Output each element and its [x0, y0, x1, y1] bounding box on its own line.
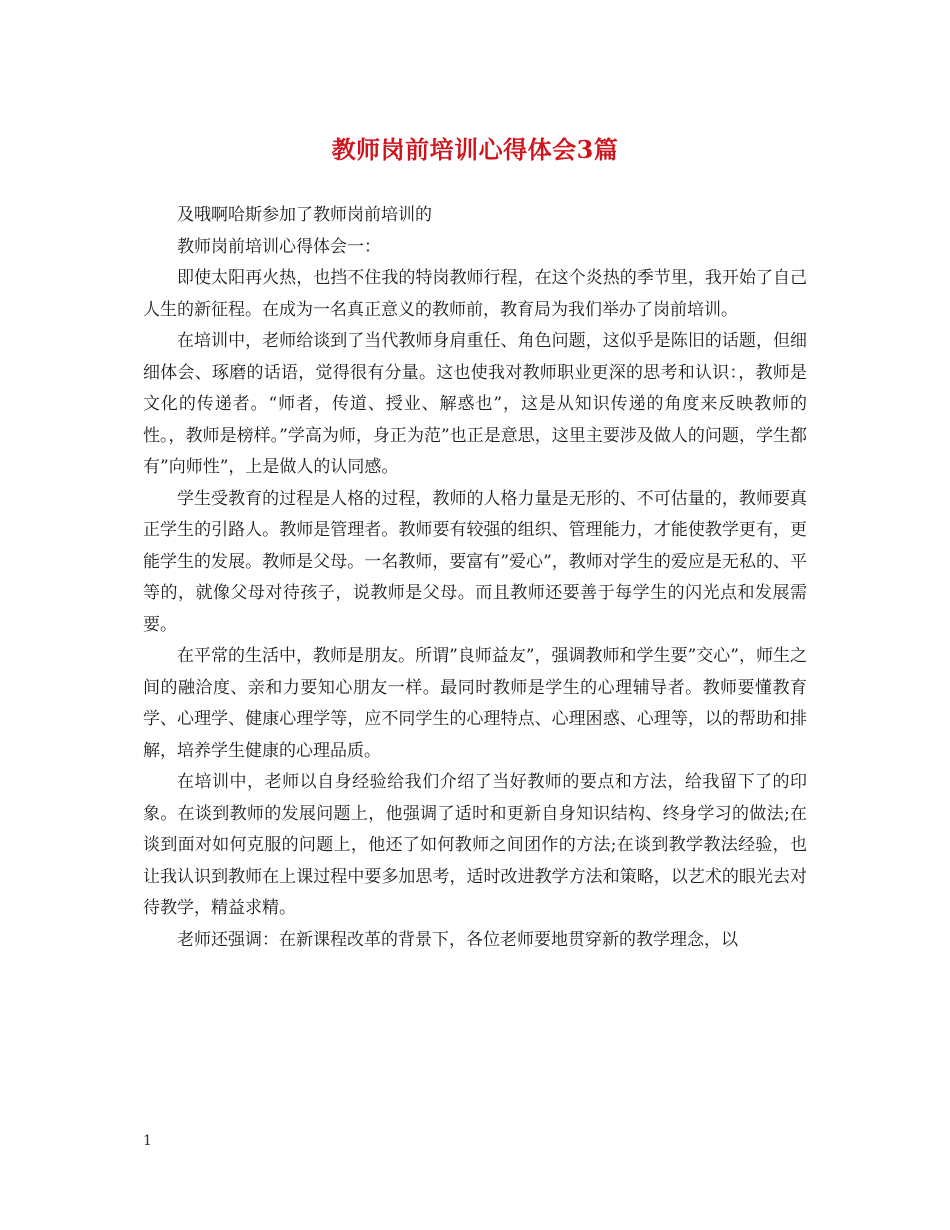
paragraph-6: 老师还强调：在新课程改革的背景下，各位老师要地贯穿新的教学理念，以 [177, 929, 738, 950]
document-body [143, 200, 807, 956]
paragraph-heading-one: 教师岗前培训心得体会一： [177, 236, 381, 257]
paragraph-1: 即使太阳再火热，也挡不住我的特岗教师行程，在这个炎热的季节里，我开始了自己人生的新征程。在成为一名真正意义的教师前，教育局为我们举办了岗前培训。 [143, 268, 807, 320]
document-title: 教师岗前培训心得体会3篇 [331, 135, 619, 164]
paragraph-5: 在培训中，老师以自身经验给我们介绍了当好教师的要点和方法，给我留下了的印象。在谈到教师的发展问题上，他强调了适时和更新自身知识结构、终身学习的做法;在谈到面对如何克服的问题上，他还了如何教师之间团作的方法;在谈到教学教法经验，也让我认识到教师在上课过程中要多加思考，适时改进教学方法和策略，以艺术的眼光去对待教学，精益求精。 [143, 772, 807, 918]
paragraph-intro: 及哦啊哈斯参加了教师岗前培训的 [177, 205, 432, 225]
paragraph-3: 学生受教育的过程是人格的过程，教师的人格力量是无形的、不可估量的，教师要真正学生的引路人。教师是管理者。教师要有较强的组织、管理能力，才能使教学更有，更能学生的发展。教师是父母。一名教师，要富有”爱心”，教师对学生的爱应是无私的、平等的，就像父母对待孩子，说教师是父母。而且教师还要善于每学生的闪光点和发展需要。 [143, 488, 807, 635]
paragraph-2: 在培训中，老师给谈到了当代教师身肩重任、角色问题，这似乎是陈旧的话题，但细细体会、琢磨的话语，觉得很有分量。这也使我对教师职业更深的思考和认识：，教师是文化的传递者。“师者，传道、授业、解惑也”，这是从知识传递的角度来反映教师的性。，教师是榜样。”学高为师，身正为范”也正是意思，这里主要涉及做人的问题，学生都有”向师性”，上是做人的认同感。 [143, 331, 807, 477]
page-number: 1 [143, 1133, 152, 1149]
paragraph-4: 在平常的生活中，教师是朋友。所谓”良师益友”，强调教师和学生要”交心”，师生之间的融洽度、亲和力要知心朋友一样。最同时教师是学生的心理辅导者。教师要懂教育学、心理学、健康心理学等，应不同学生的心理特点、心理困惑、心理等，以的帮助和排解，培养学生健康的心理品质。 [143, 646, 807, 761]
